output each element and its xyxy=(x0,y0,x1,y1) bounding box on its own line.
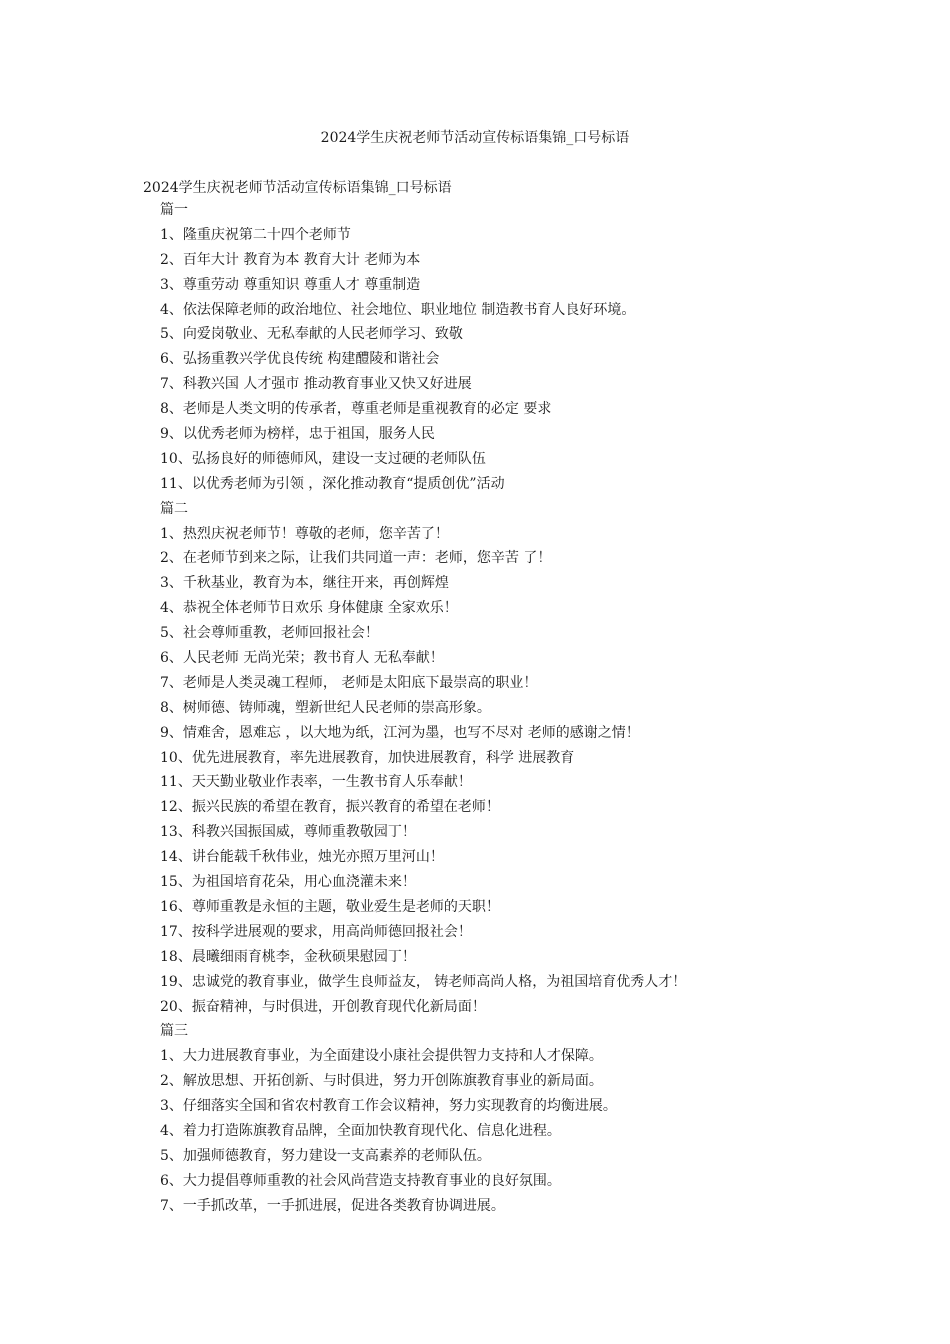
slogan-item: 7、老师是人类灵魂工程师， 老师是太阳底下最崇高的职业！ xyxy=(160,674,538,691)
slogan-item: 5、社会尊师重教，老师回报社会！ xyxy=(160,625,379,642)
section-heading: 篇一 xyxy=(160,202,188,218)
slogan-item: 8、老师是人类文明的传承者，尊重老师是重视教育的必定 要求 xyxy=(160,401,552,418)
slogan-item: 5、向爱岗敬业、无私奉献的人民老师学习、致敬 xyxy=(160,326,463,343)
slogan-item: 19、忠诚党的教育事业，做学生良师益友， 铸老师高尚人格，为祖国培育优秀人才！ xyxy=(160,973,687,990)
sections-container xyxy=(143,198,823,1219)
slogan-item: 2、解放思想、开拓创新、与时俱进，努力开创陈旗教育事业的新局面。 xyxy=(160,1073,603,1090)
slogan-item: 4、依法保障老师的政治地位、社会地位、职业地位 制造教书育人良好环境。 xyxy=(160,301,636,318)
slogan-item: 7、一手抓改革，一手抓进展，促进各类教育协调进展。 xyxy=(160,1197,505,1214)
slogan-item: 2、百年大计 教育为本 教育大计 老师为本 xyxy=(160,251,421,268)
slogan-item: 6、弘扬重教兴学优良传统 构建醴陵和谐社会 xyxy=(160,351,440,368)
slogan-item: 11、天天勤业敬业作表率，一生教书育人乐奉献！ xyxy=(160,774,472,791)
slogan-item: 20、振奋精神，与时俱进，开创教育现代化新局面！ xyxy=(160,998,486,1015)
slogan-item: 4、着力打造陈旗教育品牌，全面加快教育现代化、信息化进程。 xyxy=(160,1122,561,1139)
slogan-item: 9、情难舍，恩难忘 ，以大地为纸，江河为墨，也写不尽对 老师的感谢之情！ xyxy=(160,724,640,741)
section-heading: 篇三 xyxy=(160,1023,188,1040)
slogan-item: 5、加强师德教育，努力建设一支高素养的老师队伍。 xyxy=(160,1147,491,1164)
slogan-item: 7、科教兴国 人才强市 推动教育事业又快又好进展 xyxy=(160,376,472,393)
slogan-item: 10、弘扬良好的师德师风，建设一支过硬的老师队伍 xyxy=(160,450,486,467)
page-title: 2024学生庆祝老师节活动宣传标语集锦_口号标语 xyxy=(320,130,630,146)
slogan-item: 1、热烈庆祝老师节！尊敬的老师，您辛苦了！ xyxy=(160,525,449,542)
section xyxy=(143,497,823,1020)
slogan-item: 1、大力进展教育事业，为全面建设小康社会提供智力支持和人才保障。 xyxy=(160,1048,603,1065)
section xyxy=(143,1019,823,1218)
slogan-item: 18、晨曦细雨育桃李，金秋硕果慰园丁！ xyxy=(160,948,416,965)
slogan-item: 17、按科学进展观的要求，用高尚师德回报社会！ xyxy=(160,923,472,940)
slogan-item: 11、以优秀老师为引领 ，深化推动教育“提质创优”活动 xyxy=(160,475,505,492)
slogan-item: 13、科教兴国振国威，尊师重教敬园丁！ xyxy=(160,824,416,841)
section-heading: 篇二 xyxy=(160,500,188,517)
slogan-item: 10、优先进展教育，率先进展教育，加快进展教育，科学 进展教育 xyxy=(160,749,575,766)
slogan-item: 3、仔细落实全国和省农村教育工作会议精神，努力实现教育的均衡进展。 xyxy=(160,1098,617,1115)
slogan-item: 4、恭祝全体老师节日欢乐 身体健康 全家欢乐！ xyxy=(160,600,458,617)
slogan-item: 8、树师德、铸师魂，塑新世纪人民老师的崇高形象。 xyxy=(160,699,491,716)
slogan-item: 3、千秋基业，教育为本，继往开来，再创辉煌 xyxy=(160,575,449,592)
slogan-item: 9、以优秀老师为榜样，忠于祖国，服务人民 xyxy=(160,426,435,443)
slogan-item: 14、讲台能载千秋伟业，烛光亦照万里河山！ xyxy=(160,849,444,866)
slogan-item: 3、尊重劳动 尊重知识 尊重人才 尊重制造 xyxy=(160,276,421,293)
slogan-item: 16、尊师重教是永恒的主题，敬业爱生是老师的天职！ xyxy=(160,898,500,915)
slogan-item: 2、在老师节到来之际，让我们共同道一声：老师，您辛苦 了！ xyxy=(160,550,552,567)
slogan-item: 12、振兴民族的希望在教育，振兴教育的希望在老师！ xyxy=(160,799,500,816)
document-body xyxy=(143,178,823,1219)
section xyxy=(143,198,823,497)
slogan-item: 6、人民老师 无尚光荣；教书育人 无私奉献！ xyxy=(160,650,444,667)
slogan-item: 1、隆重庆祝第二十四个老师节 xyxy=(160,226,351,243)
slogan-item: 6、大力提倡尊师重教的社会风尚营造支持教育事业的良好氛围。 xyxy=(160,1172,561,1189)
slogan-item: 15、为祖国培育花朵，用心血浇灌未来！ xyxy=(160,874,416,891)
document-subtitle: 2024学生庆祝老师节活动宣传标语集锦_口号标语 xyxy=(143,180,452,196)
